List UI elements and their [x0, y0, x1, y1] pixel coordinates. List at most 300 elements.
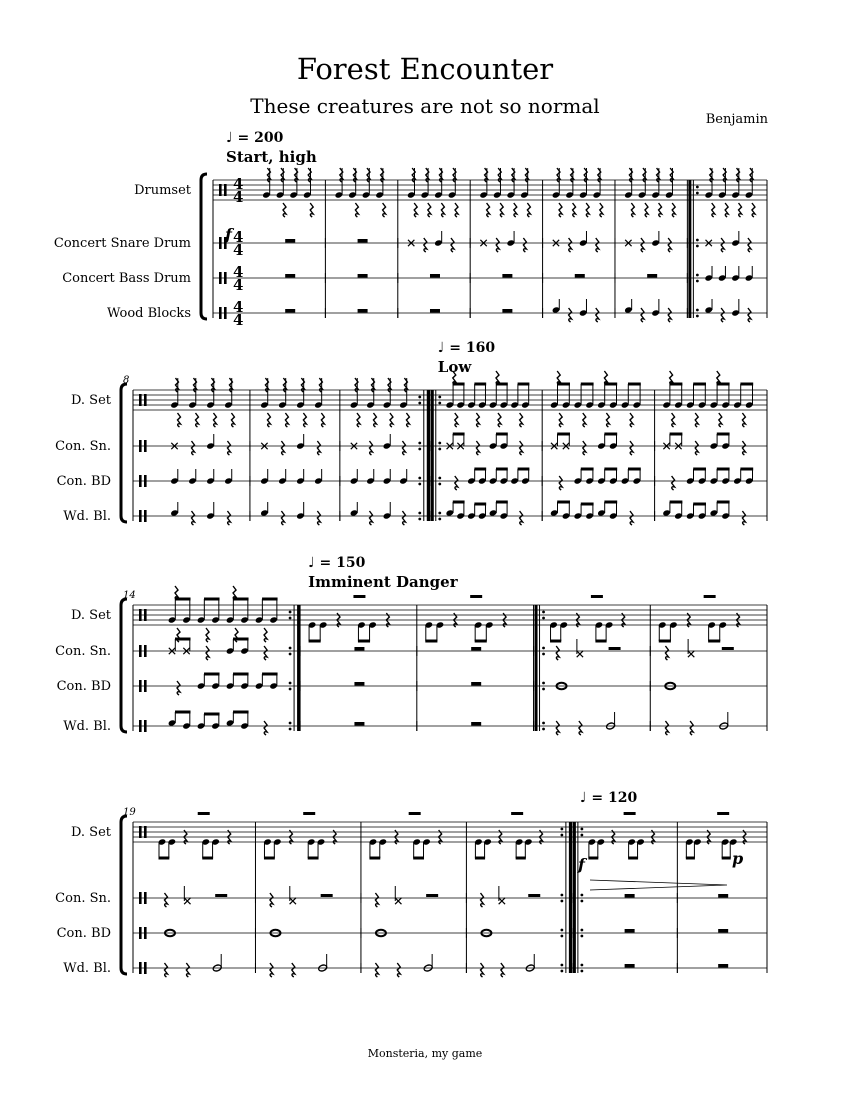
note-beam	[740, 383, 753, 386]
note-beam	[581, 468, 594, 471]
quarter-rest	[270, 893, 273, 907]
half-rest	[609, 647, 621, 650]
quarter-rest	[321, 413, 324, 427]
note-beam	[717, 468, 730, 471]
repeat-thick-barline	[569, 822, 572, 973]
repeat-dot	[560, 900, 563, 903]
note-beam	[581, 503, 594, 506]
percussion-clef	[139, 609, 142, 621]
percussion-clef	[144, 826, 147, 838]
note-beam	[204, 713, 220, 716]
quarter-rest	[600, 203, 603, 217]
time-signature-top: 4	[233, 175, 244, 193]
percussion-clef	[224, 272, 227, 284]
note-beam	[628, 468, 641, 471]
quarter-rest	[270, 963, 273, 977]
quarter-rest	[668, 308, 671, 322]
composer-name: Benjamin	[705, 112, 768, 127]
whole-rest	[471, 722, 481, 726]
repeat-dot	[542, 653, 545, 656]
note-beam	[604, 433, 617, 436]
score-title: Forest Encounter	[296, 52, 554, 86]
quarter-rest	[665, 721, 668, 735]
half-rest	[426, 894, 438, 897]
whole-rest	[647, 274, 657, 278]
quarter-rest	[317, 441, 320, 455]
upper-voice-whole-rest	[511, 812, 523, 815]
quarter-rest	[164, 963, 167, 977]
quarter-rest	[748, 308, 751, 322]
quarter-rest	[264, 646, 267, 660]
quarter-rest	[742, 511, 745, 525]
percussion-clef	[219, 237, 222, 249]
percussion-clef	[144, 609, 147, 621]
quarter-rest	[523, 238, 526, 252]
quarter-rest	[641, 308, 644, 322]
repeat-thick-barline	[535, 605, 538, 731]
percussion-clef	[224, 307, 227, 319]
repeat-dot	[560, 929, 563, 932]
repeat-thick-barline	[297, 605, 300, 731]
whole-rest	[354, 647, 364, 651]
note-beam	[670, 433, 683, 436]
quarter-rest	[630, 511, 633, 525]
quarter-rest	[579, 721, 582, 735]
percussion-clef	[139, 927, 142, 939]
repeat-dot	[418, 512, 421, 515]
quarter-rest	[397, 963, 400, 977]
half-rest	[215, 894, 227, 897]
whole-rest	[358, 309, 368, 313]
whole-rest	[430, 309, 440, 313]
quarter-rest	[695, 441, 698, 455]
quarter-rest	[227, 511, 230, 525]
note-beam	[175, 711, 191, 714]
percussion-clef	[219, 307, 222, 319]
quarter-rest	[481, 963, 484, 977]
time-signature-bottom: 4	[233, 311, 244, 329]
repeat-dot	[560, 834, 563, 837]
note-beam	[686, 857, 695, 860]
note-beam	[453, 501, 465, 504]
repeat-dot	[289, 682, 292, 685]
note-beam	[581, 383, 594, 386]
whole-rest	[358, 274, 368, 278]
repeat-thick-barline	[427, 390, 430, 521]
quarter-rest	[569, 238, 572, 252]
note-beam	[413, 857, 424, 860]
quarter-rest	[206, 628, 209, 642]
quarter-rest	[665, 646, 668, 660]
quarter-rest	[383, 203, 386, 217]
instrument-name: D. Set	[70, 393, 111, 408]
whole-rest	[718, 894, 728, 898]
quarter-rest	[742, 413, 745, 427]
tempo-mark: ♩ = 160	[437, 340, 496, 356]
quarter-rest	[264, 721, 267, 735]
repeat-dot	[418, 396, 421, 399]
quarter-rest	[373, 413, 376, 427]
whole-rest	[502, 309, 512, 313]
quarter-rest	[476, 413, 479, 427]
quarter-rest	[177, 413, 180, 427]
whole-rest	[471, 682, 481, 686]
repeat-dot	[438, 396, 441, 399]
quarter-rest	[213, 413, 216, 427]
repeat-dot	[438, 518, 441, 521]
instrument-name: Concert Bass Drum	[62, 271, 191, 286]
instrument-name: D. Set	[70, 608, 111, 623]
note-beam	[159, 857, 170, 860]
whole-rest	[430, 274, 440, 278]
repeat-thick-barline	[688, 180, 691, 318]
quarter-rest	[583, 413, 586, 427]
quarter-rest	[559, 413, 562, 427]
quarter-rest	[357, 413, 360, 427]
repeat-dot	[418, 477, 421, 480]
note-beam	[628, 383, 641, 386]
repeat-dot	[560, 964, 563, 967]
dynamic-forte: f	[225, 225, 232, 244]
note-beam	[496, 468, 508, 471]
repeat-dot	[696, 280, 699, 283]
half-rest	[321, 894, 333, 897]
quarter-rest	[375, 963, 378, 977]
repeat-dot	[560, 894, 563, 897]
note-beam	[425, 640, 437, 643]
percussion-clef	[219, 272, 222, 284]
quarter-rest	[690, 721, 693, 735]
half-rest	[722, 647, 734, 650]
repeat-dot	[418, 442, 421, 445]
quarter-rest	[428, 203, 431, 217]
rehearsal-label: Start, high	[226, 148, 317, 166]
quarter-rest	[712, 203, 715, 217]
note-beam	[204, 598, 220, 601]
note-beam	[717, 501, 730, 504]
x-note-head	[290, 898, 296, 904]
repeat-dot	[580, 900, 583, 903]
quarter-rest	[191, 441, 194, 455]
repeat-dot	[289, 722, 292, 725]
note-beam	[175, 598, 191, 601]
quarter-rest	[195, 413, 198, 427]
whole-rest	[354, 722, 364, 726]
repeat-dot	[418, 448, 421, 451]
decrescendo-hairpin	[590, 880, 727, 890]
note-beam	[474, 468, 486, 471]
quarter-rest	[406, 413, 409, 427]
page-footer: Monsteria, my game	[367, 1047, 483, 1060]
repeat-dot	[696, 192, 699, 195]
quarter-rest	[596, 308, 599, 322]
quarter-rest	[573, 203, 576, 217]
quarter-rest	[556, 646, 559, 660]
tempo-mark: ♩ = 150	[308, 555, 366, 571]
whole-rest	[285, 309, 295, 313]
note-beam	[475, 857, 485, 860]
note-beam	[496, 433, 508, 436]
repeat-dot	[438, 477, 441, 480]
quarter-rest	[739, 203, 742, 217]
whole-rest	[625, 964, 635, 968]
tempo-mark: ♩ = 200	[226, 130, 284, 146]
quarter-rest	[498, 413, 501, 427]
quarter-rest	[476, 441, 479, 455]
whole-rest	[575, 274, 585, 278]
time-signature-top: 4	[233, 228, 244, 246]
repeat-dot	[560, 970, 563, 973]
whole-rest	[718, 929, 728, 933]
instrument-name: Con. BD	[56, 679, 111, 694]
repeat-dot	[289, 617, 292, 620]
quarter-rest	[283, 203, 286, 217]
note-beam	[693, 383, 706, 386]
note-beam	[722, 857, 731, 860]
repeat-dot	[542, 647, 545, 650]
quarter-rest	[186, 963, 189, 977]
quarter-rest	[559, 476, 562, 490]
percussion-clef	[139, 720, 142, 732]
repeat-thick-barline	[573, 822, 576, 973]
repeat-dot	[560, 828, 563, 831]
quarter-rest	[719, 413, 722, 427]
quarter-rest	[520, 413, 523, 427]
note-beam	[518, 383, 530, 386]
quarter-rest	[310, 203, 313, 217]
percussion-clef	[139, 645, 142, 657]
quarter-rest	[227, 441, 230, 455]
repeat-dot	[696, 309, 699, 312]
note-beam	[516, 857, 526, 860]
quarter-rest	[641, 238, 644, 252]
quarter-rest	[402, 441, 405, 455]
repeat-dot	[696, 315, 699, 318]
quarter-rest	[487, 203, 490, 217]
quarter-rest	[527, 203, 530, 217]
rehearsal-label: Low	[437, 358, 472, 376]
x-note-head	[184, 898, 190, 904]
quarter-rest	[631, 203, 634, 217]
note-beam	[708, 640, 720, 643]
quarter-rest	[390, 413, 393, 427]
percussion-clef	[144, 680, 147, 692]
repeat-dot	[289, 728, 292, 731]
percussion-clef	[224, 184, 227, 196]
whole-rest	[285, 239, 295, 243]
note-beam	[369, 857, 380, 860]
dynamic-forte: f	[578, 855, 585, 874]
percussion-clef	[144, 475, 147, 487]
quarter-rest	[317, 511, 320, 525]
instrument-name: Drumset	[134, 183, 191, 198]
quarter-rest	[496, 238, 499, 252]
note-beam	[659, 640, 671, 643]
system-bracket	[201, 174, 207, 319]
quarter-rest	[424, 238, 427, 252]
instrument-name: Con. BD	[56, 474, 111, 489]
whole-rest	[502, 274, 512, 278]
instrument-name: Wd. Bl.	[63, 719, 111, 734]
note-beam	[604, 501, 617, 504]
quarter-rest	[520, 511, 523, 525]
repeat-dot	[542, 688, 545, 691]
note-beam	[518, 468, 530, 471]
quarter-rest	[725, 203, 728, 217]
quarter-rest	[177, 681, 180, 695]
repeat-dot	[696, 186, 699, 189]
percussion-clef	[144, 927, 147, 939]
note-beam	[358, 640, 370, 643]
whole-rest	[285, 274, 295, 278]
whole-rest	[625, 929, 635, 933]
note-beam	[202, 857, 213, 860]
quarter-rest	[303, 413, 306, 427]
time-signature-top: 4	[233, 298, 244, 316]
x-note-head	[499, 898, 505, 904]
repeat-dot	[542, 722, 545, 725]
repeat-dot	[438, 512, 441, 515]
note-beam	[308, 857, 319, 860]
time-signature-bottom: 4	[233, 276, 244, 294]
note-beam	[670, 501, 683, 504]
note-beam	[693, 468, 706, 471]
quarter-rest	[645, 203, 648, 217]
x-note-head	[688, 651, 694, 657]
note-beam	[204, 673, 220, 676]
quarter-rest	[752, 203, 755, 217]
quarter-rest	[164, 893, 167, 907]
upper-voice-whole-rest	[303, 812, 315, 815]
quarter-rest	[748, 238, 751, 252]
percussion-clef	[139, 475, 142, 487]
upper-voice-whole-rest	[198, 812, 210, 815]
upper-voice-whole-rest	[624, 812, 636, 815]
repeat-dot	[580, 970, 583, 973]
note-beam	[262, 598, 278, 601]
repeat-dot	[418, 483, 421, 486]
repeat-dot	[542, 617, 545, 620]
quarter-rest	[668, 238, 671, 252]
note-beam	[557, 433, 570, 436]
note-beam	[475, 640, 487, 643]
instrument-name: Con. Sn.	[55, 644, 111, 659]
quarter-rest	[281, 511, 284, 525]
repeat-dot	[696, 239, 699, 242]
quarter-rest	[292, 963, 295, 977]
x-note-head	[577, 651, 583, 657]
dynamic-piano: p	[732, 849, 744, 868]
whole-rest	[471, 647, 481, 651]
repeat-dot	[580, 964, 583, 967]
percussion-clef	[144, 720, 147, 732]
whole-rest	[625, 894, 635, 898]
instrument-name: Concert Snare Drum	[53, 236, 191, 251]
note-beam	[474, 383, 486, 386]
quarter-rest	[672, 476, 675, 490]
quarter-rest	[659, 203, 662, 217]
quarter-rest	[556, 721, 559, 735]
quarter-rest	[355, 203, 358, 217]
quarter-rest	[481, 893, 484, 907]
repeat-dot	[580, 894, 583, 897]
quarter-rest	[441, 203, 444, 217]
quarter-rest	[414, 203, 417, 217]
note-beam	[604, 468, 617, 471]
percussion-clef	[139, 680, 142, 692]
note-beam	[496, 501, 508, 504]
whole-rest	[354, 682, 364, 686]
note-beam	[233, 673, 249, 676]
repeat-dot	[438, 483, 441, 486]
upper-voice-whole-rest	[353, 595, 365, 598]
quarter-rest	[695, 413, 698, 427]
system-bracket	[121, 384, 127, 522]
repeat-dot	[696, 274, 699, 277]
note-beam	[474, 503, 486, 506]
percussion-clef	[139, 394, 142, 406]
quarter-rest	[369, 511, 372, 525]
repeat-dot	[289, 653, 292, 656]
system-bracket	[121, 816, 127, 974]
instrument-name: Wood Blocks	[107, 306, 191, 321]
tempo-mark: ♩ = 120	[579, 790, 638, 806]
repeat-dot	[438, 442, 441, 445]
upper-voice-whole-rest	[717, 812, 729, 815]
time-signature-bottom: 4	[233, 188, 244, 206]
upper-voice-whole-rest	[591, 595, 603, 598]
instrument-name: Con. BD	[56, 926, 111, 941]
upper-voice-whole-rest	[470, 595, 482, 598]
quarter-rest	[455, 203, 458, 217]
note-beam	[233, 711, 249, 714]
note-beam	[264, 857, 275, 860]
note-beam	[233, 598, 249, 601]
measure-number: 8	[123, 375, 130, 386]
note-beam	[175, 638, 191, 641]
note-beam	[628, 857, 638, 860]
quarter-rest	[583, 441, 586, 455]
note-beam	[550, 640, 561, 643]
rehearsal-label: Imminent Danger	[308, 573, 458, 591]
repeat-dot	[580, 929, 583, 932]
quarter-rest	[559, 203, 562, 217]
percussion-clef	[139, 826, 142, 838]
quarter-rest	[191, 511, 194, 525]
repeat-dot	[418, 518, 421, 521]
repeat-dot	[580, 834, 583, 837]
percussion-clef	[144, 962, 147, 974]
note-beam	[740, 468, 753, 471]
score-subtitle: These creatures are not so normal	[250, 94, 600, 118]
time-signature-top: 4	[233, 263, 244, 281]
repeat-dot	[542, 611, 545, 614]
repeat-dot	[542, 728, 545, 731]
note-beam	[262, 673, 278, 676]
percussion-clef	[139, 892, 142, 904]
instrument-name: Wd. Bl.	[63, 961, 111, 976]
quarter-rest	[206, 646, 209, 660]
repeat-dot	[580, 935, 583, 938]
quarter-rest	[596, 238, 599, 252]
note-beam	[233, 638, 249, 641]
measure-number: 19	[123, 807, 136, 818]
quarter-rest	[455, 476, 458, 490]
instrument-name: Con. Sn.	[55, 891, 111, 906]
quarter-rest	[402, 511, 405, 525]
quarter-rest	[569, 308, 572, 322]
percussion-clef	[139, 440, 142, 452]
